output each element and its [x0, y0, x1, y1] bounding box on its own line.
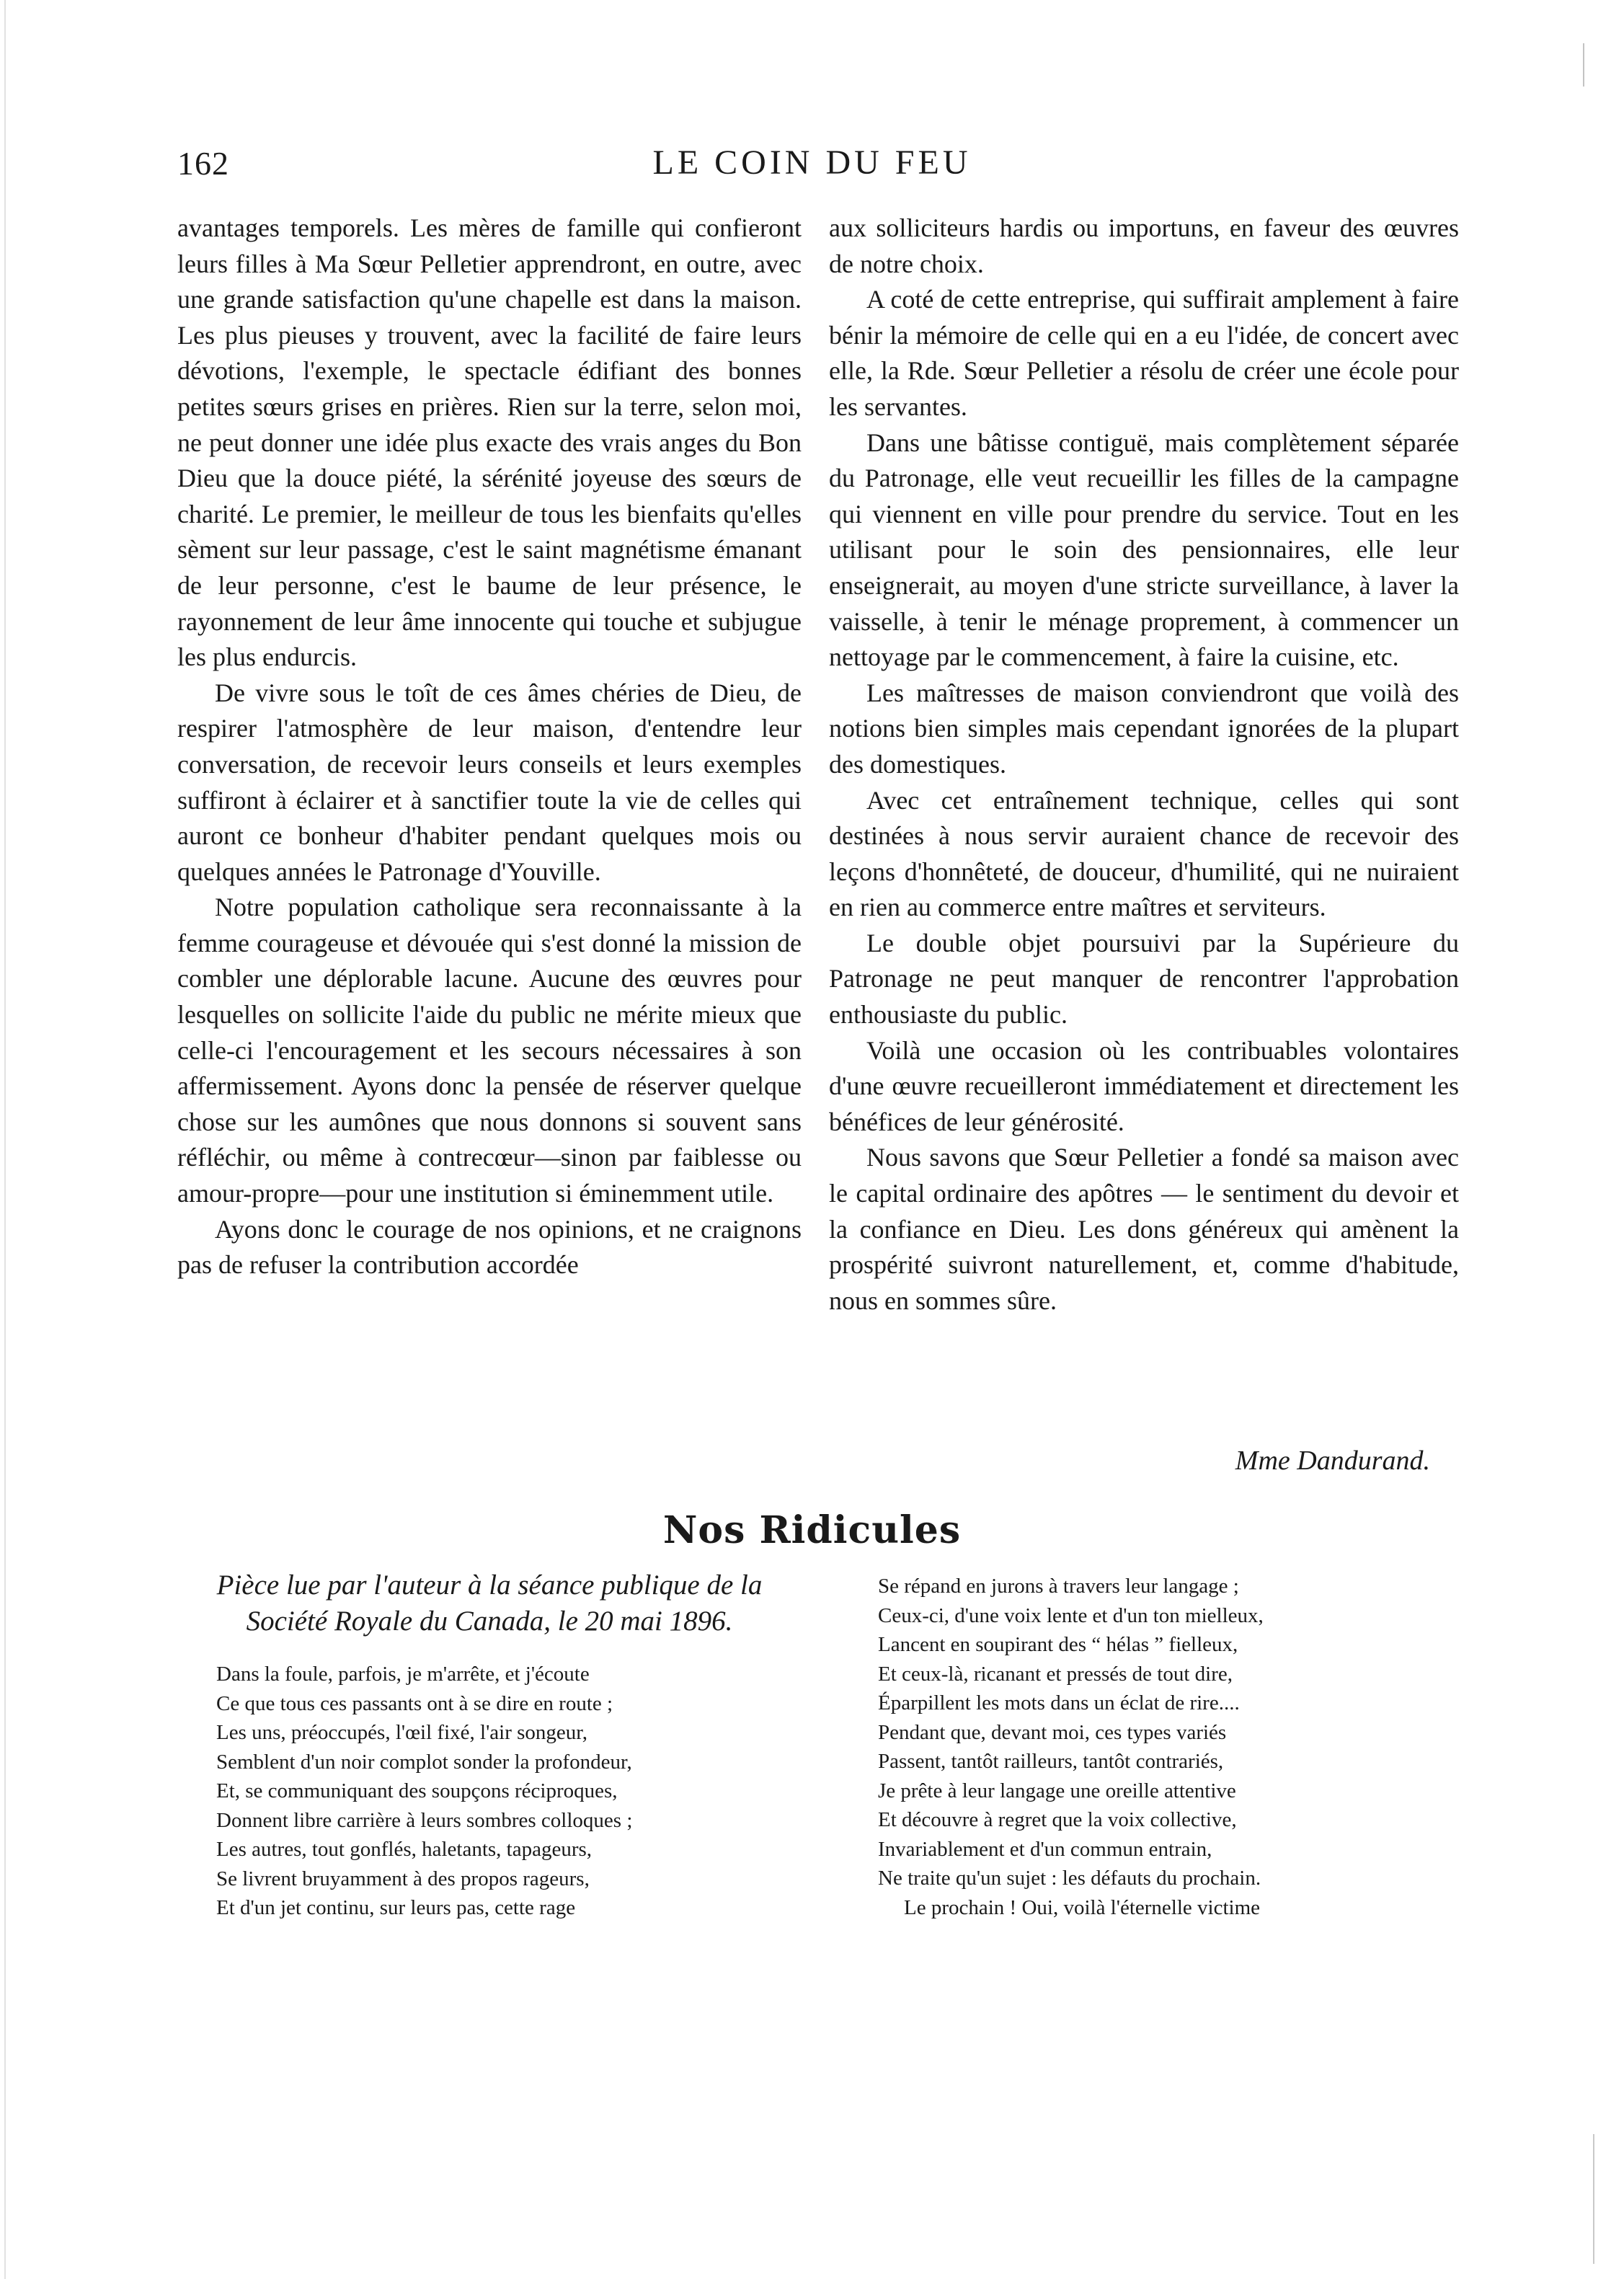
article-paragraph: Le double objet poursuivi par la Supérieure du Patronage ne peut manquer de rencontrer l'approbation enthousiaste du public.	[829, 928, 1459, 1030]
article-paragraph: Notre population catholique sera reconnaissante à la femme courageuse et dévouée qui s'est donné la mission de combler une déplorable lacune. Aucune des œuvres pour lesquelles on sollicite l'aide du public ne mérite mieux que celle-ci l'encouragement et les secours nécessaires à son affermissement. Ayons donc la pensée de réserver quelque chose sur les aumônes que nous donnons si souvent sans réfléchir, ou même à contrecœur—sinon par faiblesse ou amour-propre—pour une institution si éminemment utile.	[177, 893, 802, 1208]
poem-subtitle: Pièce lue par l'auteur à la séance publique de la Société Royale du Canada, le 20 mai 1896.	[216, 1570, 763, 1637]
poem-line: Passent, tantôt railleurs, tantôt contrariés,	[878, 1750, 1224, 1773]
poem-line: Le prochain ! Oui, voilà l'éternelle victime	[904, 1895, 1261, 1919]
scan-edge-mark	[4, 0, 6, 2279]
running-title: LE COIN DU FEU	[652, 143, 972, 182]
article-paragraph: aux solliciteurs hardis ou importuns, en faveur des œuvres de notre choix.	[829, 213, 1459, 278]
article-paragraph: Ayons donc le courage de nos opinions, et ne craignons pas de refuser la contribution accordée	[177, 1214, 802, 1280]
poem-right-column	[878, 1572, 1469, 1922]
poem-left-column	[216, 1660, 807, 1923]
poem-line: Et ceux-là, ricanant et pressés de tout dire,	[878, 1662, 1233, 1686]
article-paragraph: A coté de cette entreprise, qui suffirait amplement à faire bénir la mémoire de celle qui en a eu l'idée, de concert avec elle, la Rde. Sœur Pelletier a résolu de créer une école pour les servantes.	[829, 285, 1459, 421]
poem-line: Et d'un jet continu, sur leurs pas, cette rage	[216, 1896, 576, 1919]
article-paragraph: De vivre sous le toît de ces âmes chéries de Dieu, de respirer l'atmosphère de leur maison, d'entendre leur conversation, de recevoir leurs conseils et leurs exemples suffiront à éclairer et à sanctifier toute la vie de celles qui auront ce bonheur d'habiter pendant quelques mois ou quelques années le Patronage d'Youville.	[177, 678, 802, 886]
poem-line: Se livrent bruyamment à des propos rageurs,	[216, 1867, 590, 1890]
article-paragraph: Les maîtresses de maison conviendront que voilà des notions bien simples mais cependant ignorées de la plupart des domestiques.	[829, 678, 1459, 779]
poem-title: Nos Ridicules	[662, 1508, 962, 1552]
poem-line: Et découvre à regret que la voix collective,	[878, 1808, 1237, 1831]
poem-line: Semblent d'un noir complot sonder la profondeur,	[216, 1750, 632, 1774]
article-paragraph: avantages temporels. Les mères de famille qui confieront leurs filles à Ma Sœur Pelletier apprendront, en outre, avec une grande satisfaction qu'une chapelle est dans la maison. Les plus pieuses y trouvent, avec la facilité de faire leurs dévotions, l'exemple, le spectacle édifiant des bonnes petites sœurs grises en prières. Rien sur la terre, selon moi, ne peut donner une idée plus exacte des vrais anges du Bon Dieu que la douce piété, la sérénité joyeuse des sœurs de charité. Le premier, le meilleur de tous les bienfaits qu'elles sèment sur leur passage, c'est le saint magnétisme émanant de leur personne, c'est le baume de leur présence, le rayonnement de leur âme innocente qui touche et subjugue les plus endurcis.	[177, 213, 802, 672]
scan-edge-mark	[1583, 43, 1584, 87]
poem-line: Ceux-ci, d'une voix lente et d'un ton mielleux,	[878, 1603, 1264, 1627]
poem-line: Éparpillent les mots dans un éclat de rire....	[878, 1691, 1240, 1714]
article-left-column	[177, 211, 802, 1283]
poem-line: Je prête à leur langage une oreille attentive	[878, 1779, 1236, 1802]
poem-line: Donnent libre carrière à leurs sombres colloques ;	[216, 1808, 633, 1832]
page-number: 162	[177, 145, 229, 182]
article-paragraph: Avec cet entraînement technique, celles qui sont destinées à nous servir auraient chance de recevoir des leçons d'honnêteté, de douceur, d'humilité, qui ne nuiraient en rien au commerce entre maîtres et serviteurs.	[829, 785, 1459, 922]
poem-line: Les uns, préoccupés, l'œil fixé, l'air songeur,	[216, 1721, 588, 1744]
poem-line: Lancent en soupirant des “ hélas ” fielleux,	[878, 1633, 1238, 1656]
author-signature: Mme Dandurand.	[1235, 1446, 1430, 1476]
article-right-column	[829, 211, 1459, 1319]
article-paragraph: Nous savons que Sœur Pelletier a fondé sa maison avec le capital ordinaire des apôtres — le sentiment du devoir et la confiance en Dieu. Les dons généreux qui amènent la prospérité suivront naturellement, et, comme d'habitude, nous en sommes sûre.	[829, 1143, 1459, 1315]
scan-edge-mark	[1593, 2134, 1594, 2264]
poem-line: Se répand en jurons à travers leur langage ;	[878, 1575, 1239, 1598]
poem-line: Pendant que, devant moi, ces types variés	[878, 1720, 1227, 1744]
poem-line: Les autres, tout gonflés, haletants, tapageurs,	[216, 1838, 593, 1861]
poem-line: Dans la foule, parfois, je m'arrête, et j'écoute	[216, 1663, 590, 1686]
poem-line: Ne traite qu'un sujet : les défauts du prochain.	[878, 1867, 1261, 1890]
poem-line: Ce que tous ces passants ont à se dire en route ;	[216, 1691, 613, 1715]
poem-line: Et, se communiquant des soupçons réciproques,	[216, 1779, 618, 1802]
article-paragraph: Voilà une occasion où les contribuables volontaires d'une œuvre recueilleront immédiatement et directement les bénéfices de leur générosité.	[829, 1035, 1459, 1136]
article-paragraph: Dans une bâtisse contiguë, mais complètement séparée du Patronage, elle veut recueillir les filles de la campagne qui viennent en ville pour prendre du service. Tout en les utilisant pour le soin des pensionnaires, elle leur enseignerait, au moyen d'une stricte surveillance, à laver la vaisselle, à tenir le ménage proprement, à commencer un nettoyage par le commencement, à faire la cuisine, etc.	[829, 428, 1459, 672]
poem-line: Invariablement et d'un commun entrain,	[878, 1837, 1212, 1861]
